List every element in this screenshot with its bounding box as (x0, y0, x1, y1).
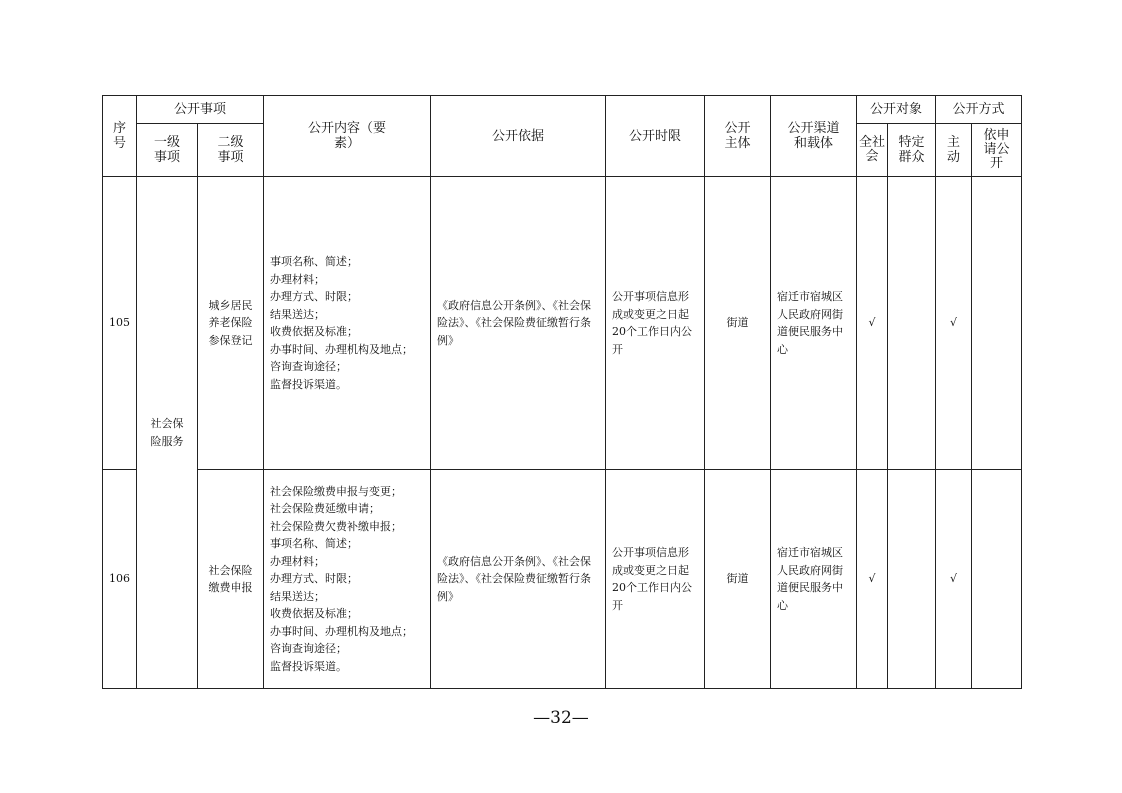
content-item: 收费依据及标准； (270, 607, 359, 621)
row-basis: 《政府信息公开条例》、《社会保险法》、《社会保险费征缴暂行条例》 (431, 177, 606, 470)
content-item: 办理方式、时限； (270, 572, 359, 586)
header-subject: 公开主体 (705, 96, 771, 177)
row-basis: 《政府信息公开条例》、《社会保险法》、《社会保险费征缴暂行条例》 (431, 470, 606, 689)
header-channel: 公开渠道和载体 (771, 96, 857, 177)
header-all-society: 全社会 (857, 124, 888, 177)
content-item: 办理材料； (270, 554, 326, 568)
content-item: 监督投诉渠道。 (270, 659, 348, 673)
row-all-society-check: √ (857, 177, 888, 470)
header-time-limit: 公开时限 (606, 96, 705, 177)
header-row-1 (103, 96, 1022, 124)
row-level2: 城乡居民养老保险参保登记 (198, 177, 264, 470)
header-on-request: 依申请公开 (972, 124, 1022, 177)
header-content: 公开内容（要素） (264, 96, 431, 177)
header-active: 主动 (936, 124, 972, 177)
header-specific-group: 特定群众 (888, 124, 936, 177)
header-items-group: 公开事项 (137, 96, 264, 124)
row-active-check: √ (936, 177, 972, 470)
row-channel: 宿迁市宿城区人民政府网街道便民服务中心 (771, 177, 857, 470)
content-item: 监督投诉渠道。 (270, 377, 348, 391)
row-all-society-check: √ (857, 470, 888, 689)
row-channel: 宿迁市宿城区人民政府网街道便民服务中心 (771, 470, 857, 689)
header-seq: 序号 (103, 96, 137, 177)
content-item: 结果送达； (270, 307, 326, 321)
header-method-group: 公开方式 (936, 96, 1022, 124)
content-item: 结果送达； (270, 589, 326, 603)
row-active-check: √ (936, 470, 972, 689)
row-content (264, 470, 431, 689)
row-time-limit: 公开事项信息形成或变更之日起20个工作日内公开 (606, 177, 705, 470)
row-subject: 街道 (705, 470, 771, 689)
row-content (264, 177, 431, 470)
row-level2: 社会保险缴费申报 (198, 470, 264, 689)
row-specific-group (888, 470, 936, 689)
content-item: 事项名称、简述； (270, 255, 359, 268)
content-item: 办事时间、办理机构及地点； (270, 342, 414, 356)
row-on-request (972, 177, 1022, 470)
row-subject: 街道 (705, 177, 771, 470)
content-item: 收费依据及标准； (270, 325, 359, 338)
header-level1: 一级事项 (137, 124, 198, 177)
content-item: 办事时间、办理机构及地点； (270, 624, 414, 638)
content-item: 社会保险费欠费补缴申报； (270, 519, 403, 533)
table-row (103, 470, 1022, 689)
page-number: —32— (533, 708, 589, 728)
row-seq: 105 (103, 177, 137, 470)
content-item: 办理方式、时限； (270, 290, 359, 303)
content-item: 事项名称、简述； (270, 537, 359, 551)
content-item: 社会保险费延缴申请； (270, 502, 381, 516)
disclosure-table (102, 95, 1022, 689)
group-level1-cell: 社会保险服务 (137, 177, 198, 689)
header-basis: 公开依据 (431, 96, 606, 177)
row-seq: 106 (103, 470, 137, 689)
header-level2: 二级事项 (198, 124, 264, 177)
row-specific-group (888, 177, 936, 470)
content-item: 办理材料； (270, 272, 326, 286)
row-time-limit: 公开事项信息形成或变更之日起20个工作日内公开 (606, 470, 705, 689)
content-item: 咨询查询途径； (270, 360, 348, 373)
header-target-group: 公开对象 (857, 96, 936, 124)
content-item: 咨询查询途径； (270, 642, 348, 656)
content-item: 社会保险缴费申报与变更； (270, 484, 403, 498)
row-on-request (972, 470, 1022, 689)
table-row (103, 177, 1022, 470)
